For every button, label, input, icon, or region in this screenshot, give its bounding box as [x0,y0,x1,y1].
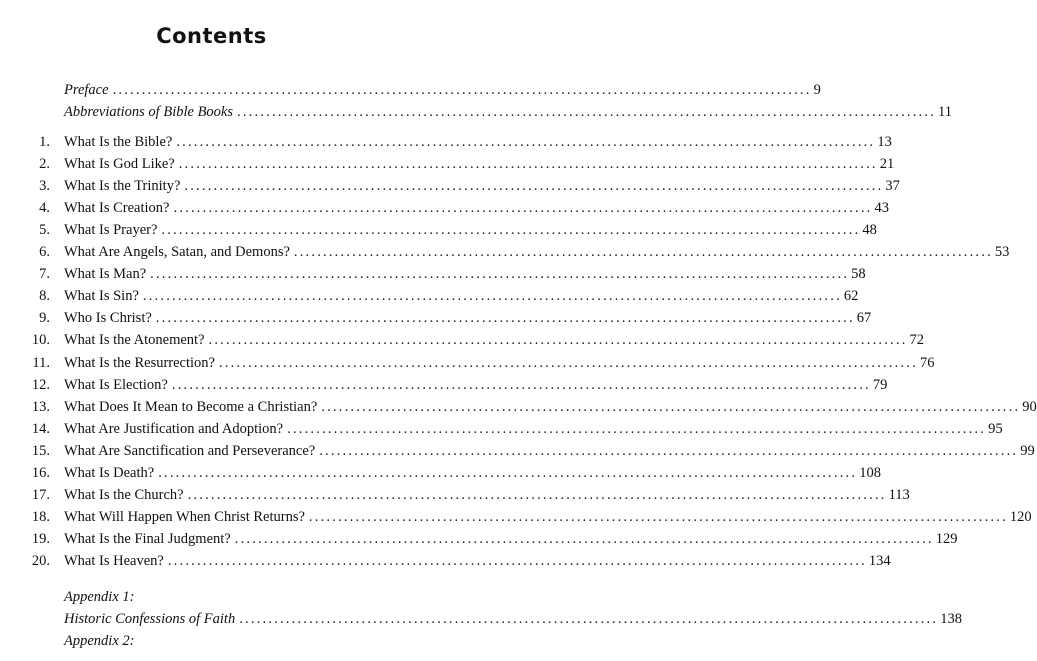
toc-entry-chapter[interactable] [26,484,910,506]
dot-leader: ........................................................................................................................ [142,288,842,305]
toc-entry-label: What Does It Mean to Become a Christian? [64,398,318,415]
toc-entry-label: What Is the Trinity? [64,178,181,195]
toc-entry-chapter[interactable] [26,175,900,197]
toc-entry-label: What Is the Bible? [64,134,173,150]
toc-page-number: 72 [909,332,925,349]
chapter-number: 16. [31,464,50,481]
toc-page-number: 48 [862,222,877,239]
toc-page-number: 43 [874,200,889,217]
dot-leader: ........................................................................................................................ [321,398,1021,415]
toc-page-number: 90 [1022,398,1037,415]
toc-entry-label: What Is the Church? [64,486,184,503]
dot-leader: ........................................................................................................................ [158,464,858,481]
chapter-number: 5. [39,222,50,239]
toc-entry-label: Historic Confessions of Faith [64,611,236,627]
toc-entry-chapter[interactable] [26,374,888,396]
toc-entry-chapter[interactable] [26,528,958,550]
dot-leader: ........................................................................................................................ [287,420,987,437]
page-title: Contents [156,24,267,48]
toc-page-number: 79 [872,376,888,393]
chapter-number: 17. [31,486,50,503]
dot-leader: ........................................................................................................................ [308,508,1008,525]
toc-entry-chapter[interactable] [26,550,891,572]
dot-leader: ........................................................................................................................ [167,552,867,569]
toc-page-number: 62 [843,288,859,305]
dot-leader: ........................................................................................................................ [234,530,934,547]
dot-leader: ........................................................................................................................ [173,200,873,217]
toc-entry-chapter[interactable] [26,396,1037,418]
dot-leader: ........................................................................................................................ [319,442,1019,459]
toc-entry-preface[interactable] [26,79,821,101]
chapter-number: 14. [31,420,50,437]
toc-entry-label: What Is the Resurrection? [64,354,215,371]
dot-leader: ........................................................................................................................ [239,611,939,627]
toc-entry-label: What Are Justification and Adoption? [64,420,284,437]
toc-page-number: 53 [994,244,1010,261]
toc-entry-chapter[interactable] [26,197,889,219]
toc-entry-label: What Is Election? [64,376,168,393]
toc-entry-chapter[interactable] [26,285,859,307]
chapter-number: 7. [39,266,50,283]
toc-entry-chapter[interactable] [26,462,881,484]
toc-page-number: 21 [879,156,895,173]
toc-page-number: 113 [888,486,910,503]
dot-leader: ........................................................................................................................ [218,354,918,371]
chapter-number: 3. [39,178,50,195]
toc-entry-label: What Are Angels, Satan, and Demons? [64,244,290,261]
toc-page-number: 76 [919,354,935,371]
toc-entry-label: What Is the Final Judgment? [64,530,231,547]
toc-entry-chapter[interactable] [26,329,925,351]
toc-entry-chapter[interactable] [26,506,1032,528]
toc-entry-chapter[interactable] [26,241,1010,263]
dot-leader: ........................................................................................................................ [161,222,861,239]
toc-entry-chapter[interactable] [26,352,935,374]
toc-entry-label: What Is Man? [64,266,147,283]
toc-page-number: 11 [938,104,952,120]
toc-entry-label: What Is Heaven? [64,552,164,569]
toc-page-number: 67 [856,310,872,327]
toc-entry-chapter[interactable] [26,219,877,241]
dot-leader: ........................................................................................................................ [184,178,884,195]
toc-page-number: 9 [813,82,821,98]
toc-entry-label: What Is God Like? [64,156,175,173]
toc-page-number: 129 [935,530,958,547]
chapter-number: 20. [31,552,50,569]
toc-entry-chapter[interactable] [26,263,866,285]
dot-leader: ........................................................................................................................ [237,104,937,120]
toc-page-number: 99 [1020,442,1035,459]
dot-leader: ........................................................................................................................ [171,376,871,393]
toc-entry-label: Abbreviations of Bible Books [64,104,234,120]
dot-leader: ........................................................................................................................ [155,310,855,327]
toc-entry-abbreviations[interactable] [26,101,952,123]
chapter-number: 4. [39,200,50,217]
toc-entry-label: What Is Death? [64,464,155,481]
toc-entry-chapter[interactable] [26,131,892,153]
toc-page-number: 134 [868,552,891,569]
toc-page-number: 37 [885,178,900,195]
appendix-1-heading: Appendix 1: [64,589,135,605]
appendix-2-heading: Appendix 2: [64,633,135,649]
chapter-number: 11. [32,354,50,371]
toc-entry-label: What Are Sanctification and Perseverance? [64,442,316,459]
chapter-number: 6. [39,244,50,261]
toc-page-number: 120 [1009,508,1032,525]
dot-leader: ........................................................................................................................ [178,156,878,173]
chapter-number: 15. [31,442,50,459]
chapter-number: 10. [31,332,50,349]
toc-page-number: 58 [851,266,866,283]
chapter-number: 2. [39,156,50,173]
toc-page-number: 95 [988,420,1003,437]
dot-leader: ........................................................................................................................ [176,134,876,150]
toc-entry-chapter[interactable] [26,153,895,175]
toc-entry-label: Preface [64,82,109,98]
toc-entry-appendix-1[interactable] [26,608,962,630]
toc-entry-label: Who Is Christ? [64,310,152,327]
toc-entry-chapter[interactable] [26,418,1003,440]
chapter-number: 12. [31,376,50,393]
toc-page-number: 108 [859,464,881,481]
dot-leader: ........................................................................................................................ [187,486,887,503]
toc-entry-label: What Will Happen When Christ Returns? [64,508,305,525]
toc-entry-chapter[interactable] [26,307,872,329]
dot-leader: ........................................................................................................................ [112,82,812,98]
dot-leader: ........................................................................................................................ [150,266,850,283]
chapter-number: 13. [31,398,50,415]
chapter-number: 9. [39,310,50,327]
chapter-number: 18. [31,508,50,525]
toc-entry-label: What Is Sin? [64,288,139,305]
toc-entry-label: What Is Prayer? [64,222,158,239]
chapter-number: 19. [31,530,50,547]
toc-entry-label: What Is Creation? [64,200,170,217]
dot-leader: ........................................................................................................................ [293,244,993,261]
chapter-number: 1. [39,134,50,150]
toc-page-number: 138 [940,611,962,627]
toc-entry-label: What Is the Atonement? [64,332,205,349]
toc-entry-chapter[interactable] [26,440,1035,462]
chapter-number: 8. [39,288,50,305]
dot-leader: ........................................................................................................................ [208,332,908,349]
toc-page-number: 13 [877,134,892,150]
